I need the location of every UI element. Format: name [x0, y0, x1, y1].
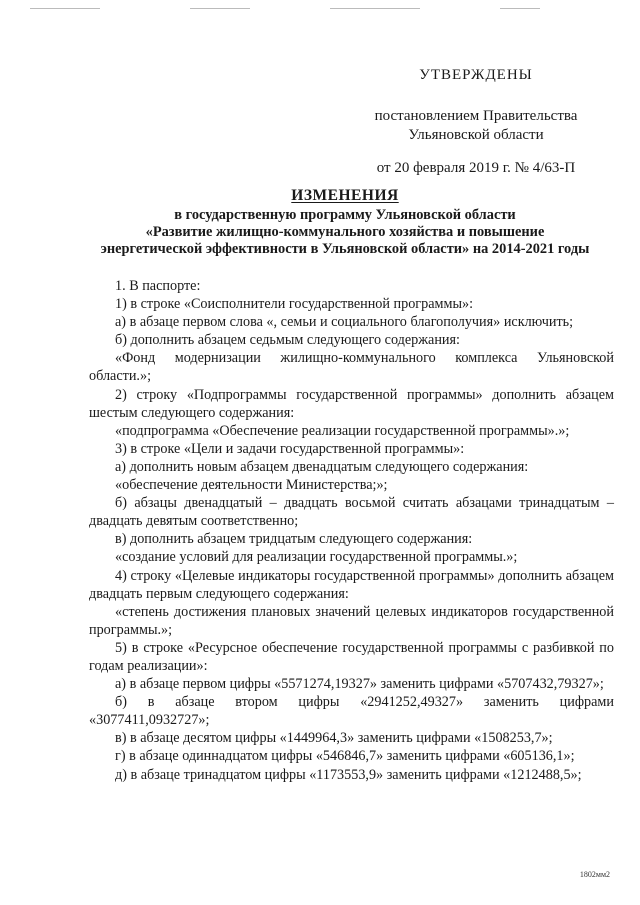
document-body: [89, 277, 614, 784]
body-paragraph: а) в абзаце первом слова «, семьи и социального благополучия» исключить;: [115, 314, 574, 331]
body-paragraph: 3) в строке «Цели и задачи государственной программы»:: [115, 440, 465, 457]
body-paragraph: «степень достижения плановых значений целевых индикаторов государственной программы.»;: [89, 603, 614, 638]
body-paragraph: б) дополнить абзацем седьмым следующего содержания:: [115, 332, 460, 349]
body-paragraph: б) абзацы двенадцатый – двадцать восьмой считать абзацами тринадцатым – двадцать девятым соответственно;: [89, 495, 614, 530]
body-paragraph: 1. В паспорте:: [115, 278, 201, 294]
body-paragraph: б) в абзаце втором цифры «2941252,49327» заменить цифрами «3077411,0932727»;: [89, 694, 614, 729]
body-paragraph: «обеспечение деятельности Министерства;»;: [115, 477, 388, 494]
approval-heading: УТВЕРЖДЕНЫ: [419, 67, 533, 83]
body-paragraph: г) в абзаце одиннадцатом цифры «546846,7» заменить цифрами «605136,1»;: [115, 748, 575, 765]
approval-date: от 20 февраля 2019 г. № 4/63-П: [376, 160, 576, 176]
title-line-2: «Развитие жилищно-коммунального хозяйства и повышение: [145, 224, 545, 240]
title-line-1: в государственную программу Ульяновской области: [174, 207, 516, 223]
approval-stamp: [346, 66, 606, 178]
body-paragraph: а) в абзаце первом цифры «5571274,19327» заменить цифрами «5707432,79327»;: [115, 676, 604, 693]
approval-line-1: постановлением Правительства: [374, 108, 578, 124]
body-paragraph: в) дополнить абзацем тридцатым следующего содержания:: [115, 531, 473, 548]
title-line-3: энергетической эффективности в Ульяновской области» на 2014-2021 годы: [100, 241, 590, 257]
body-paragraph: 4) строку «Целевые индикаторы государственной программы» дополнить абзацем двадцать первым следующего содержания:: [89, 567, 614, 602]
body-paragraph: а) дополнить новым абзацем двенадцатым следующего содержания:: [115, 458, 529, 475]
body-paragraph: в) в абзаце десятом цифры «1449964,3» заменить цифрами «1508253,7»;: [115, 730, 553, 747]
body-paragraph: 5) в строке «Ресурсное обеспечение государственной программы с разбивкой по годам реализации»:: [89, 639, 614, 674]
document-title-block: [80, 187, 610, 258]
body-paragraph: д) в абзаце тринадцатом цифры «1173553,9» заменить цифрами «1212488,5»;: [115, 766, 582, 783]
scan-edge-marks: [30, 8, 610, 10]
page-code: 1802мм2: [579, 870, 610, 879]
document-title: ИЗМЕНЕНИЯ: [291, 187, 399, 204]
body-paragraph: «подпрограмма «Обеспечение реализации государственной программы».»;: [115, 422, 570, 439]
body-paragraph: 2) строку «Подпрограммы государственной программы» дополнить абзацем шестым следующего содержания:: [89, 386, 614, 421]
body-paragraph: «Фонд модернизации жилищно-коммунального комплекса Ульяновской области.»;: [89, 350, 614, 385]
body-paragraph: 1) в строке «Соисполнители государственной программы»:: [115, 296, 474, 313]
approval-line-2: Ульяновской области: [408, 127, 544, 143]
body-paragraph: «создание условий для реализации государственной программы.»;: [115, 549, 518, 566]
